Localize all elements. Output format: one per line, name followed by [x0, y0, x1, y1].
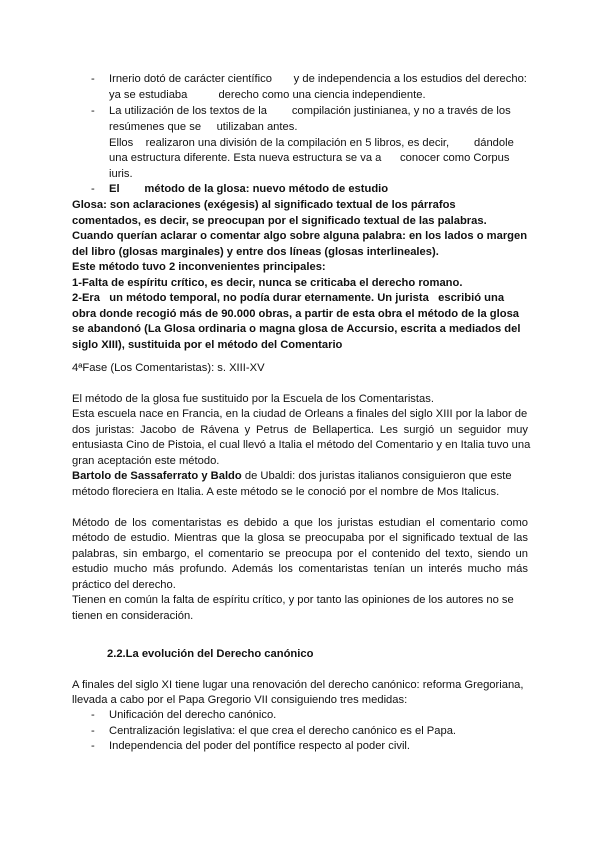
bullet-2-line-2: resúmenes que se utilizaban antes.	[109, 121, 298, 133]
glosa-line-6: 1-Falta de espíritu crítico, es decir, nunca se criticaba el derecho romano.	[72, 277, 463, 289]
bullet-dash: -	[91, 740, 95, 752]
bullet-1-line-1: Irnerio dotó de carácter científico y de independencia a los estudios del derecho:	[109, 73, 527, 85]
canonico-item-2: Centralización legislativa: el que crea el derecho canónico es el Papa.	[109, 725, 457, 737]
comentaristas-p1-line-2: Esta escuela nace en Francia, en la ciudad de Orleans a finales del siglo XIII por la labor de	[72, 408, 528, 420]
comentaristas-p2-line-2: método floreciera en Italia. A este método se le conoció por el nombre de Mos Italicus.	[72, 486, 500, 498]
comentaristas-p1-line-3: dos juristas: Jacobo de Rávena y Petrus de Bellapertica. Les surgió un seguidor muy	[72, 424, 528, 436]
comentaristas-p3-line-6: Tienen en común la falta de espíritu crítico, y por tanto las opiniones de los autores no se	[72, 594, 514, 606]
canonico-intro-line-2: llevada a cabo por el Papa Gregorio VII consiguiendo tres medidas:	[72, 694, 408, 706]
comentaristas-p2-line-1	[72, 468, 528, 484]
canonico-heading: 2.2.La evolución del Derecho canónico	[107, 648, 314, 660]
bullet-dash: -	[91, 105, 95, 117]
ubaldi-text: de Ubaldi: dos juristas italianos consiguieron que este	[241, 470, 512, 482]
comentaristas-p1-line-1: El método de la glosa fue sustituido por la Escuela de los Comentaristas.	[72, 393, 434, 405]
comentaristas-p3-line-7: tienen en consideración.	[72, 610, 194, 622]
bullet-2-line-3: Ellos realizaron una división de la compilación en 5 libros, es decir, dándole	[109, 137, 514, 149]
glosa-line-2: comentados, es decir, se preocupan por el significado textual de las palabras.	[72, 215, 487, 227]
canonico-item-1: Unificación del derecho canónico.	[109, 709, 277, 721]
bullet-dash: -	[91, 73, 95, 85]
comentaristas-p3-line-5: práctico del derecho.	[72, 579, 176, 591]
glosa-line-3: Cuando querían aclarar o comentar algo sobre alguna palabra: en los lados o margen	[72, 230, 528, 242]
canonico-item-3: Independencia del poder del pontífice respecto al poder civil.	[109, 740, 411, 752]
glosa-line-10: siglo XIII), sustituida por el método del Comentario	[72, 339, 343, 351]
comentaristas-p3-line-2: método de estudio. Mientras que la glosa se preocupaba por el significado textual de las	[72, 532, 528, 544]
glosa-line-7: 2-Era un método temporal, no podía durar eternamente. Un jurista escribió una	[72, 292, 505, 304]
bullet-2-line-1: La utilización de los textos de la compilación justinianea, y no a través de los	[109, 105, 511, 117]
bullet-dash: -	[91, 709, 95, 721]
comentaristas-p3-line-1: Método de los comentaristas es debido a que los juristas estudian el comentario como	[72, 517, 528, 529]
glosa-line-1: Glosa: son aclaraciones (exégesis) al significado textual de los párrafos	[72, 199, 456, 211]
bullet-1-line-2: ya se estudiaba derecho como una ciencia independiente.	[109, 89, 426, 101]
glosa-line-9: se abandonó (La Glosa ordinaria o magna glosa de Accursio, escrita a mediados del	[72, 323, 521, 335]
glosa-line-8: obra donde recogió más de 90.000 obras, a partir de esta obra el método de la glosa	[72, 308, 520, 320]
comentaristas-p1-line-5: gran aceptación este método.	[72, 455, 220, 467]
bullet-dash: -	[91, 183, 95, 195]
comentaristas-p1-line-4: entusiasta Cino de Pistoia, el cual llevó a Italia el método del Comentario y en Italia tuvo una	[72, 439, 531, 451]
comentaristas-p3-line-4: estudio mucho más profundo. Además los comentaristas tenían un interés mucho más	[72, 563, 528, 575]
glosa-line-4: del libro (glosas marginales) y entre dos líneas (glosas interlineales).	[72, 246, 439, 258]
comentaristas-heading: 4ªFase (Los Comentaristas): s. XIII-XV	[72, 362, 265, 374]
canonico-intro-line-1: A finales del siglo XI tiene lugar una renovación del derecho canónico: reforma Gregoriana,	[72, 679, 524, 691]
bullet-dash: -	[91, 725, 95, 737]
comentaristas-p3-line-3: palabras, sin embargo, el comentario se preocupa por el contenido del texto, siendo un	[72, 548, 528, 560]
bullet-3-heading: El método de la glosa: nuevo método de estudio	[109, 183, 389, 195]
bullet-2-line-4: una estructura diferente. Esta nueva estructura se va a conocer como Corpus	[109, 152, 510, 164]
bartolo-baldo-bold: Bartolo de Sassaferrato y Baldo	[72, 470, 242, 482]
glosa-line-5: Este método tuvo 2 inconvenientes principales:	[72, 261, 326, 273]
bullet-2-line-5: iuris.	[109, 168, 133, 180]
